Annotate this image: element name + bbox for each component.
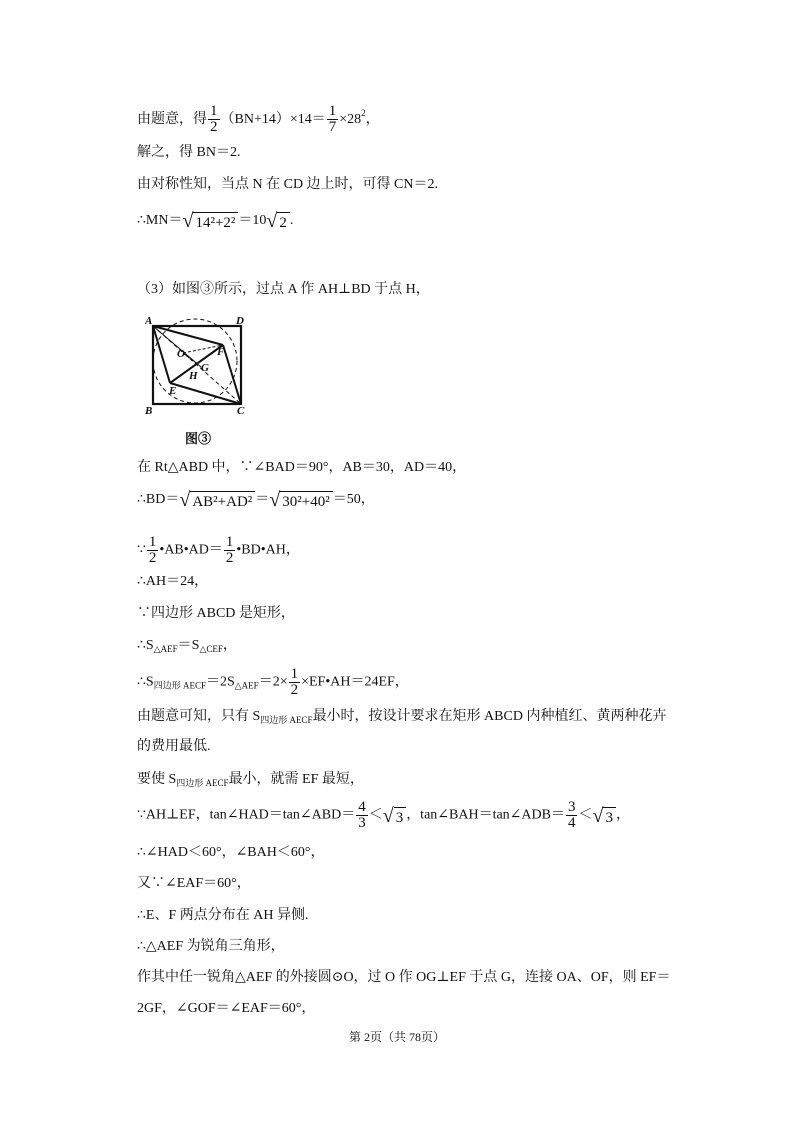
fraction (224, 535, 236, 566)
solution-line-10: ∵四边形 ABCD 是矩形， (137, 606, 295, 621)
radicand: 14²+2² (193, 212, 238, 232)
subscript: 四边形 AECF (176, 778, 229, 788)
label-b: B (145, 405, 153, 417)
text: ∴S (137, 674, 154, 690)
square-root: √ 30²+40² (269, 489, 332, 511)
numerator: 1 (210, 103, 218, 120)
fraction (147, 535, 159, 566)
radicand: 3 (394, 807, 407, 827)
solution-line-18: 又∵∠EAF＝60°， (137, 876, 251, 891)
denominator: 7 (328, 119, 337, 136)
numerator: 1 (328, 103, 337, 120)
text: ， (222, 638, 237, 653)
text: 由题意，得 (137, 112, 207, 127)
denominator: 2 (290, 682, 299, 698)
text: ， (615, 807, 630, 823)
text: ∴S (137, 638, 154, 653)
text: （BN+14）×14＝ (220, 112, 326, 127)
text: ＝S (177, 638, 200, 653)
text: . (289, 213, 294, 229)
fraction (327, 104, 339, 135)
geometry-figure (145, 313, 265, 443)
solution-line-4 (137, 210, 293, 232)
denominator: 2 (148, 550, 157, 566)
part-3-heading: （3）如图③所示，过点 A 作 AH⊥BD 于点 H， (137, 282, 430, 297)
label-g: G (201, 362, 209, 374)
label-c: C (237, 405, 245, 417)
text: •AB•AD＝ (159, 542, 223, 558)
solution-line-22: 2GF，∠GOF＝∠EAF＝60°， (137, 1001, 316, 1016)
label-f: F (217, 346, 225, 358)
subscript: △AEF (234, 680, 259, 691)
radicand: 30²+40² (280, 491, 332, 511)
radicand: 2 (277, 212, 290, 232)
square-root: √ 3 (592, 805, 615, 827)
denominator: 3 (358, 815, 366, 831)
subscript: 四边形 AECF (260, 715, 313, 725)
text: ×EF•AH＝24EF， (301, 674, 409, 690)
square-root: √ AB²+AD² (179, 489, 255, 511)
text: 最小时，按设计要求在矩形 ABCD 内种植红、黄两种花卉 (312, 709, 667, 724)
numerator: 1 (148, 534, 157, 550)
solution-line-6: 在 Rt△ABD 中，∵∠BAD＝90°，AB＝30，AD＝40， (137, 460, 467, 475)
solution-line-14: 的费用最低. (137, 739, 211, 754)
denominator: 2 (210, 119, 218, 136)
denominator: 2 (225, 550, 234, 566)
subscript: △AEF (153, 644, 178, 654)
subscript: 四边形 AECF (153, 680, 206, 691)
fraction (566, 800, 578, 831)
square-root: √ 3 (383, 805, 406, 827)
solution-line-12 (137, 667, 409, 698)
solution-line-2: 解之，得 BN＝2. (137, 145, 241, 160)
solution-line-21: 作其中任一锐角△AEF 的外接圆⊙O，过 O 作 OG⊥EF 于点 G，连接 OA、OF，则 EF＝ (137, 970, 671, 985)
solution-line-20: ∴△AEF 为锐角三角形， (137, 939, 285, 954)
label-o: O (177, 348, 185, 360)
solution-line-7 (137, 489, 375, 511)
solution-line-16 (137, 800, 630, 831)
text: ＝ (255, 492, 270, 508)
fraction (356, 800, 368, 831)
text: ＜ (368, 807, 383, 823)
text: ＜ (578, 807, 593, 823)
text: ∴MN＝ (137, 213, 183, 229)
text: ∵ (137, 542, 146, 558)
figure-caption: 图③ (185, 431, 212, 446)
text: ∵AH⊥EF，tan∠HAD＝tan∠ABD＝ (137, 807, 356, 823)
numerator: 4 (358, 799, 366, 815)
radicand: 3 (603, 807, 616, 827)
square-root: √ 2 (266, 210, 289, 232)
solution-line-1 (137, 104, 380, 135)
solution-line-17: ∴∠HAD＜60°，∠BAH＜60°， (137, 845, 325, 860)
solution-line-8 (137, 535, 300, 566)
exponent: 2 (361, 108, 366, 118)
label-a: A (145, 315, 153, 327)
square-root: √ 14²+2² (182, 210, 238, 232)
numerator: 1 (225, 534, 234, 550)
text: 要使 S (137, 772, 177, 787)
text: ∴BD＝ (137, 492, 180, 508)
text: 由题意可知，只有 S (137, 709, 261, 724)
text: ，tan∠BAH＝tan∠ADB＝ (406, 807, 565, 823)
solution-line-9: ∴AH＝24， (137, 574, 209, 589)
text: ， (365, 112, 380, 127)
text: ＝10 (238, 213, 267, 229)
numerator: 3 (567, 799, 576, 815)
label-h: H (189, 370, 198, 382)
text: 最小，就需 EF 最短， (228, 772, 364, 787)
text: •BD•AH， (236, 542, 300, 558)
numerator: 1 (290, 666, 299, 682)
solution-line-3: 由对称性知，当点 N 在 CD 边上时，可得 CN＝2. (137, 177, 439, 192)
page-footer: 第 2页（共 78页） (348, 1030, 445, 1044)
solution-line-19: ∴E、F 两点分布在 AH 异侧. (137, 908, 309, 923)
subscript: △CEF (199, 644, 223, 654)
text: ＝2S (205, 674, 235, 690)
rectangle-diagram (145, 313, 265, 423)
solution-line-15 (137, 771, 364, 792)
solution-line-13 (137, 708, 666, 729)
label-d: D (236, 315, 244, 327)
label-e: E (169, 385, 177, 397)
radicand: AB²+AD² (190, 491, 255, 511)
denominator: 4 (567, 815, 576, 831)
solution-line-11 (137, 637, 237, 658)
text: ＝50， (332, 492, 375, 508)
text: ＝2× (258, 674, 288, 690)
fraction (289, 667, 301, 698)
text: ×28 (339, 112, 362, 127)
fraction (208, 104, 220, 135)
